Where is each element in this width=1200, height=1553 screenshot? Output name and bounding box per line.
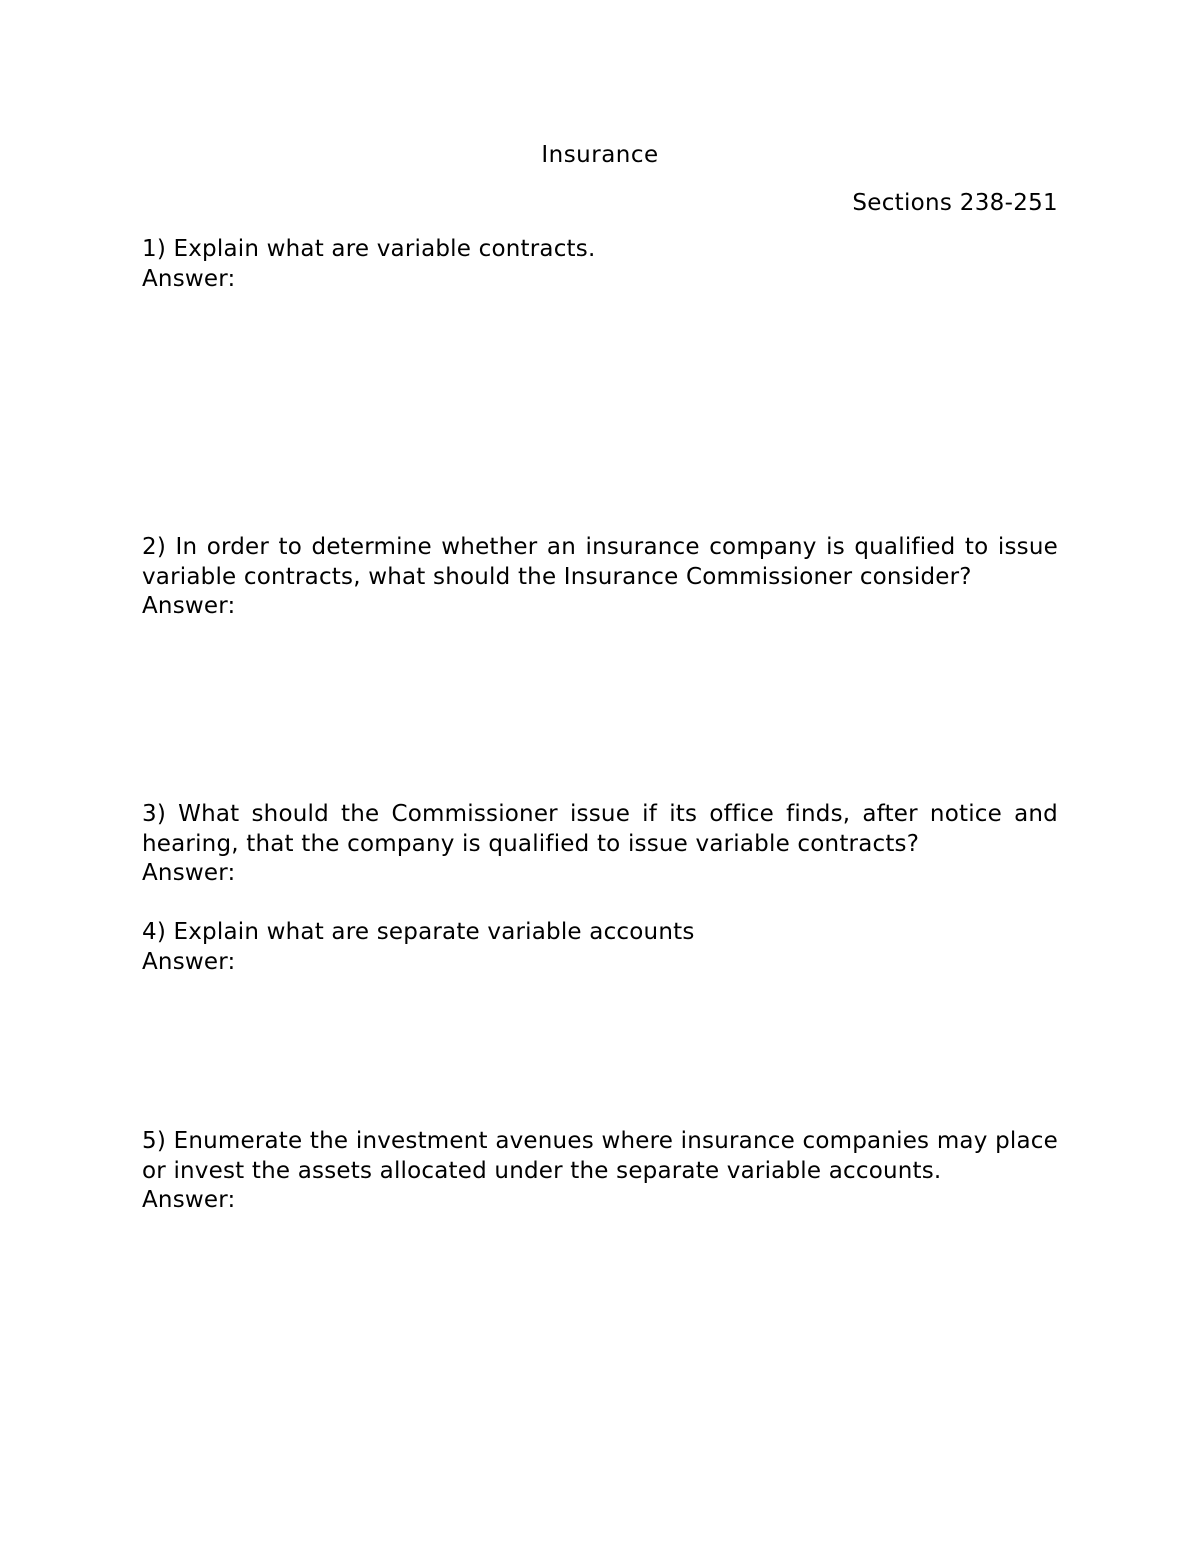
question-2-text: 2) In order to determine whether an insurance company is qualified to issue variable contracts, what should the Insurance Commissioner consider? [142,534,1058,590]
question-3 [142,800,1058,889]
question-3-text: 3) What should the Commissioner issue if its office finds, after notice and hearing, that the company is qualified to issue variable contracts? [142,801,1058,857]
document-title: Insurance [541,142,659,168]
question-5-text: 5) Enumerate the investment avenues where insurance companies may place or invest the assets allocated under the separate variable accounts. [142,1128,1058,1184]
question-5-answer-label: Answer: [142,1187,236,1213]
question-1-answer-label: Answer: [142,265,236,292]
question-4-text: 4) Explain what are separate variable accounts [142,919,695,945]
question-4-answer-label: Answer: [142,948,236,975]
question-5 [142,1127,1058,1216]
question-2 [142,533,1058,622]
question-1 [142,235,1058,294]
question-1-text: 1) Explain what are variable contracts. [142,236,596,262]
question-2-answer-label: Answer: [142,593,236,619]
sections-reference: Sections 238-251 [852,190,1058,216]
question-3-answer-label: Answer: [142,860,236,886]
question-4 [142,918,1058,977]
